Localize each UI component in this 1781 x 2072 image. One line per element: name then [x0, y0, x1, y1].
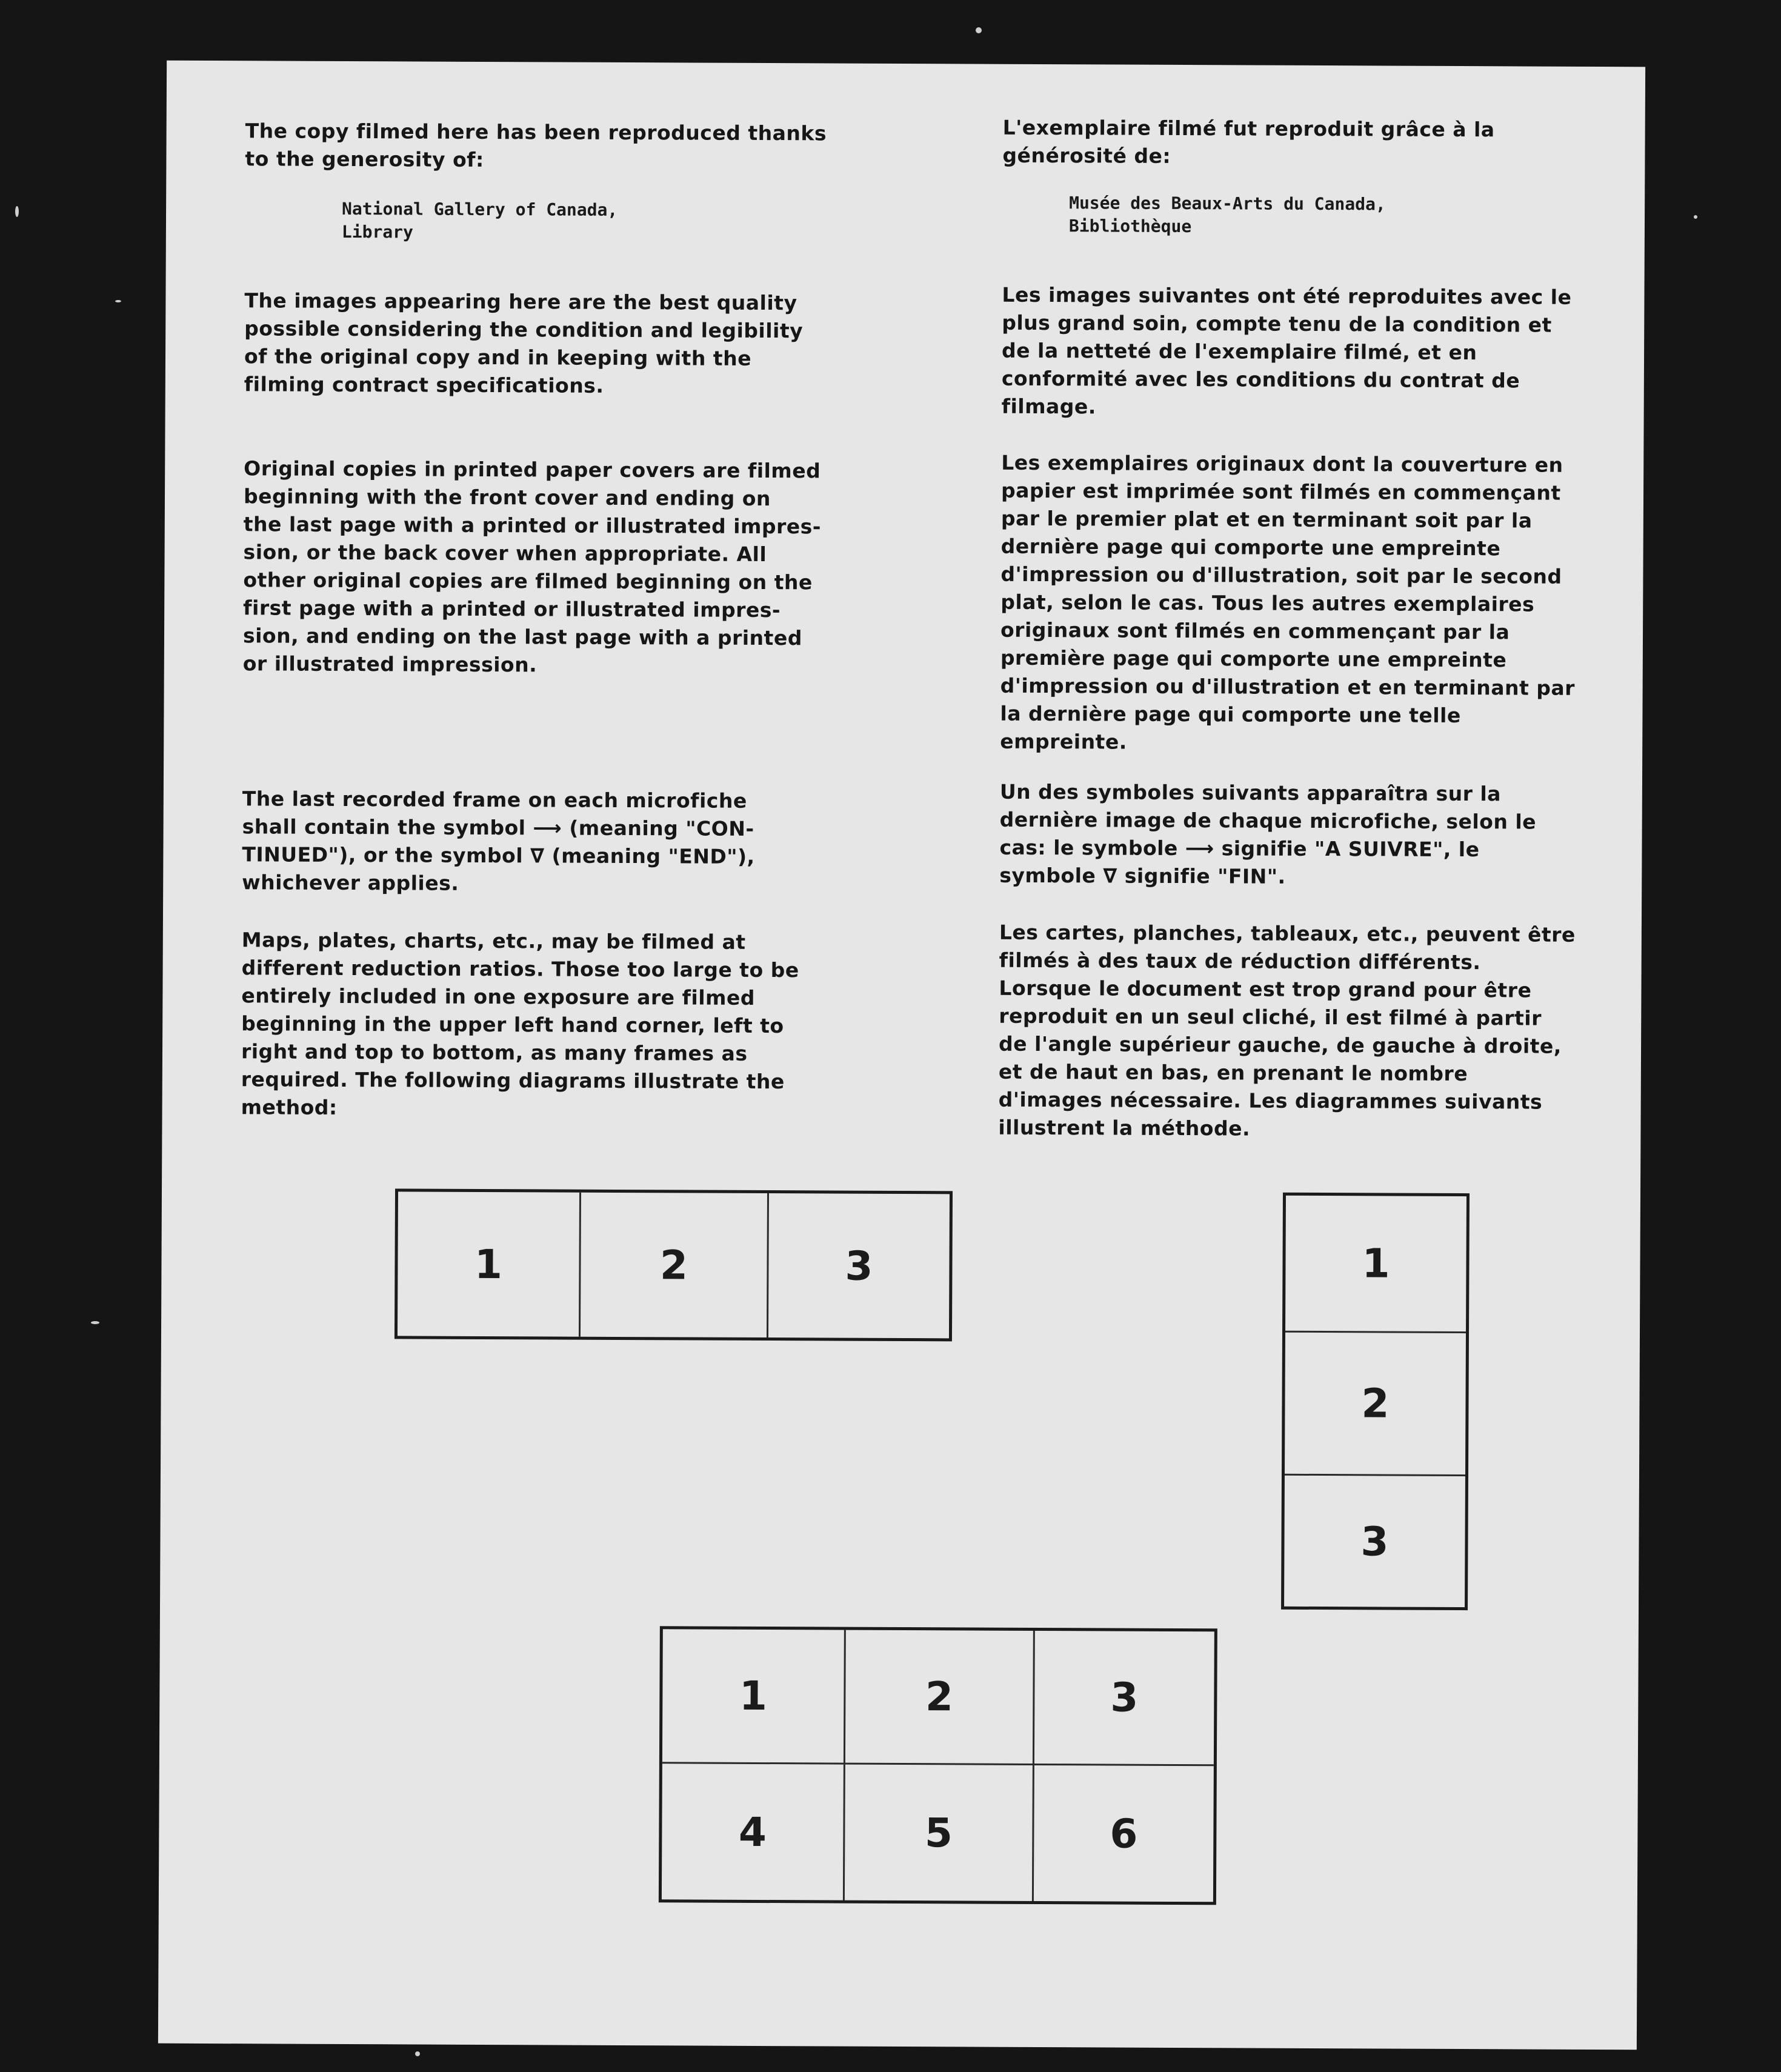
film-speck — [15, 206, 19, 217]
frame-cell: 5 — [845, 1765, 1034, 1901]
english-maps-paragraph: Maps, plates, charts, etc., may be filmed at different reduction ratios. Those too large to be entirely included in one exposure are filmed beginning in the upper left hand corner, left to right and top to bottom, as many frames as required. The following diagrams illustrate the method: — [241, 928, 799, 1119]
grid-frames-diagram — [659, 1626, 1217, 1905]
film-speck — [976, 27, 982, 33]
microfiche-target-page — [158, 61, 1645, 2050]
frame-cell: 4 — [662, 1764, 845, 1900]
frame-cell: 3 — [1034, 1631, 1214, 1766]
frame-cell: 1 — [1285, 1196, 1466, 1333]
film-speck — [115, 300, 121, 302]
french-symbols-paragraph: Un des symboles suivants apparaîtra sur la dernière image de chaque microfiche, selon le cas: le symbole ⟶ signifie "A SUIVRE", le symbole ∇ signifie "FIN". — [999, 779, 1537, 888]
frame-cell: 1 — [662, 1629, 846, 1764]
film-speck — [1694, 215, 1697, 219]
french-filming-order-paragraph: Les exemplaires originaux dont la couverture en papier est imprimée sont filmés en commençant par le premier plat et en terminant soit par la dernière page qui comporte une empreinte d'impression ou d'illustration, soit par le second plat, selon le cas. Tous les autres exemplaires originaux sont filmés en commençant par la première page qui comporte une empreinte d'impression ou d'illustration et en terminant par la dernière page qui comporte une telle empreinte. — [1000, 450, 1576, 754]
french-institution: Musée des Beaux-Arts du Canada, Bibliothèque — [1068, 193, 1386, 237]
frame-cell: 2 — [1285, 1333, 1466, 1476]
english-filming-order-paragraph: Original copies in printed paper covers are filmed beginning with the front cover and ending on the last page with a printed or illustrated impres- sion, or the back cover when appropriate. All other original copies are filmed beginning on the first page with a printed or illustrated impres- sion, and ending on the last page with a printed or illustrated impression. — [242, 456, 822, 677]
frame-cell: 1 — [398, 1191, 581, 1336]
english-institution: National Gallery of Canada, Library — [341, 198, 618, 242]
frame-cell: 2 — [581, 1193, 769, 1337]
vertical-frames-diagram — [1281, 1193, 1470, 1610]
horizontal-frames-diagram — [394, 1188, 953, 1341]
frame-cell: 3 — [1360, 1517, 1389, 1565]
film-speck — [415, 2051, 420, 2056]
frame-cell: 6 — [1110, 1810, 1138, 1857]
english-quality-paragraph: The images appearing here are the best quality possible considering the condition and legibility of the original copy and in keeping with the filming contract specifications. — [244, 288, 804, 398]
frame-cell: 2 — [845, 1630, 1035, 1765]
frame-cell: 3 — [845, 1242, 873, 1290]
french-quality-paragraph: Les images suivantes ont été reproduites avec le plus grand soin, compte tenu de la condition et de la netteté de l'exemplaire filmé, et en conformité avec les conditions du contrat de filmage. — [1001, 282, 1572, 419]
english-symbols-paragraph: The last recorded frame on each microfiche shall contain the symbol ⟶ (meaning "CON- TINUED"), or the symbol ∇ (meaning "END"), whichever applies. — [242, 787, 755, 895]
french-maps-paragraph: Les cartes, planches, tableaux, etc., peuvent être filmés à des taux de réduction différents. Lorsque le document est trop grand pour être reproduit en un seul cliché, il est filmé à partir de l'angle supérieur gauche, de gauche à droite, et de haut en bas, en prenant le nombre d'images nécessaire. Les diagrammes suivants illustrent la méthode. — [998, 920, 1576, 1141]
english-credit-intro: The copy filmed here has been reproduced thanks to the generosity of: — [245, 119, 827, 172]
film-speck — [91, 1321, 99, 1324]
french-credit-intro: L'exemplaire filmé fut reproduit grâce à la générosité de: — [1002, 115, 1495, 168]
